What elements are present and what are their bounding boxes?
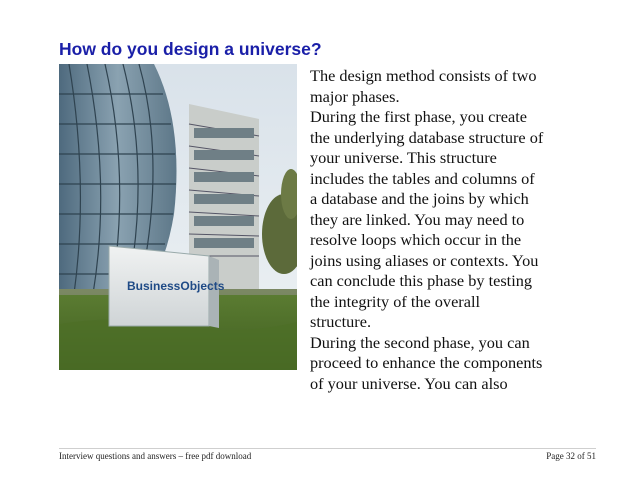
body-text <box>310 66 610 394</box>
body-text-line: During the second phase, you can <box>310 332 530 352</box>
footer-source: Interview questions and answers – free pdf download <box>59 451 252 461</box>
body-text-line: can conclude this phase by testing <box>310 271 532 290</box>
body-text-line: your universe. This structure <box>310 148 497 167</box>
footer-divider <box>59 448 596 449</box>
body-text-line: structure. <box>310 312 372 331</box>
body-text-line: of your universe. You can also <box>310 373 508 393</box>
body-text-line: the underlying database structure of <box>310 127 544 147</box>
body-text-line: During the first phase, you create <box>310 107 528 126</box>
body-text-line: resolve loops which occur in the <box>310 230 522 249</box>
body-text-line: a database and the joins by which <box>310 189 529 208</box>
slide-title: How do you design a universe? <box>59 39 322 59</box>
body-text-line: joins using aliases or contexts. You <box>310 250 539 270</box>
office-building-photo <box>59 64 297 370</box>
body-text-line: proceed to enhance the components <box>310 353 543 372</box>
body-text-line: the integrity of the overall <box>310 291 480 311</box>
body-text-line: major phases. <box>310 86 400 106</box>
body-text-line: includes the tables and columns of <box>310 168 535 188</box>
body-text-line: they are linked. You may need to <box>310 209 525 229</box>
body-text-line: The design method consists of two <box>310 66 537 85</box>
sign-logo-text: BusinessObjects <box>127 279 225 293</box>
footer-page-number: Page 32 of 51 <box>546 451 596 461</box>
